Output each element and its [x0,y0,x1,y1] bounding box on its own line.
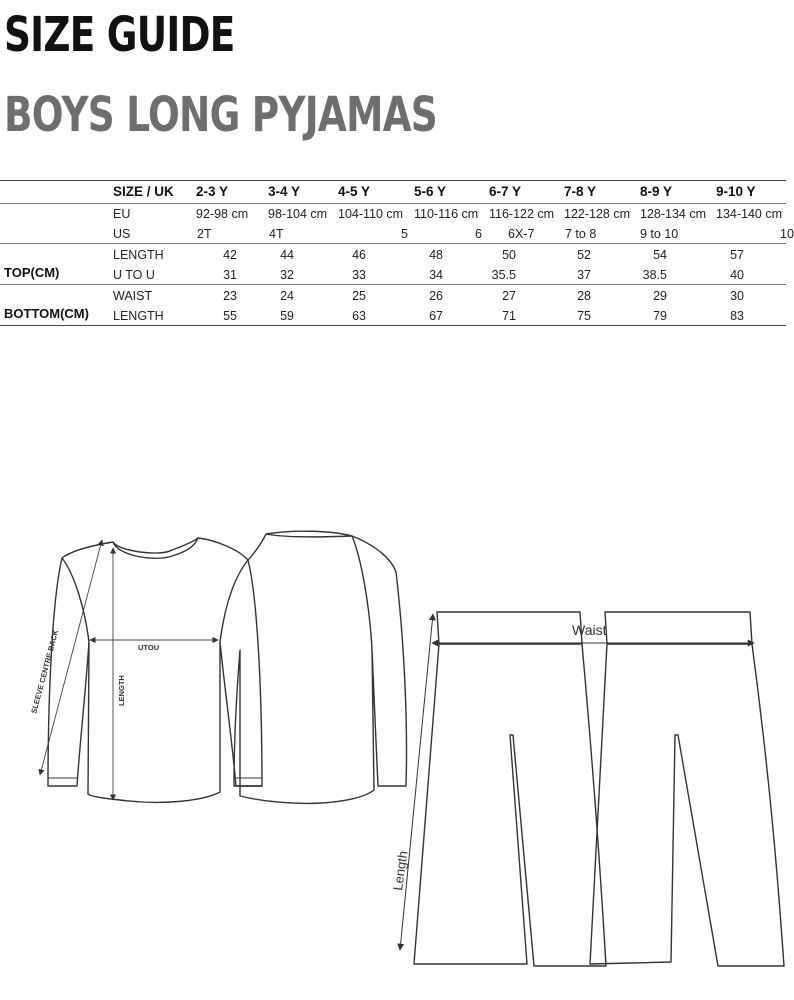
top-cell: 44 [280,248,294,262]
eu-cell: 122-128 cm [564,207,631,221]
bottom-cell: 25 [352,289,366,303]
eu-cell: 134-140 cm [716,207,783,221]
top-cell: 32 [280,268,294,282]
bottom-cell: 26 [429,289,443,303]
us-cell: 10 [780,227,794,241]
top-cell: 33 [352,268,366,282]
shirt-measure-lines [40,540,218,800]
size-column-header: 7-8 Y [564,184,597,199]
pants-measure-lines [400,614,754,950]
size-column-header: 4-5 Y [338,184,371,199]
bottom-cell: 27 [502,289,516,303]
bottom-row-label: WAIST [113,289,153,303]
bottom-cell: 59 [280,309,294,323]
size-uk-header: SIZE / UK [113,184,174,199]
bottom-row-label: LENGTH [113,309,164,323]
size-column-header: 8-9 Y [640,184,673,199]
us-cell: 4T [269,227,284,241]
us-cell: 2T [197,227,212,241]
size-column-header: 9-10 Y [716,184,756,199]
top-row-label: LENGTH [113,248,164,262]
us-cell: 5 [401,227,408,241]
size-column-header: 3-4 Y [268,184,301,199]
bottom-cell: 29 [653,289,667,303]
bottom-cell: 24 [280,289,294,303]
bottom-cell: 30 [730,289,744,303]
bottom-cell: 63 [352,309,366,323]
size-column-header: 5-6 Y [414,184,447,199]
top-cell: 50 [502,248,516,262]
top-cell: 46 [352,248,366,262]
us-cell: 6X-7 [508,227,535,241]
eu-cell: 92-98 cm [196,207,249,221]
size-column-header: 2-3 Y [196,184,229,199]
top-cell: 37 [577,268,591,282]
top-cell: 57 [730,248,744,262]
bottom-section-label: BOTTOM(CM) [4,306,89,321]
eu-row-label: EU [113,207,131,221]
top-cell: 42 [223,248,237,262]
shirt-length-label: LENGTH [117,675,126,706]
sleeve-label: SLEEVE CENTRE BACK [29,628,61,715]
top-row-label: U TO U [113,268,155,282]
page-title: SIZE GUIDE [4,7,235,63]
top-cell: 38.5 [642,268,667,282]
page-subtitle: BOYS LONG PYJAMAS [4,87,437,143]
top-section-label: TOP(CM) [4,265,60,280]
us-cell: 6 [475,227,482,241]
top-cell: 35.5 [491,268,516,282]
bottom-cell: 55 [223,309,237,323]
utou-label: UTOU [138,643,160,652]
bottom-cell: 75 [577,309,591,323]
bottom-cell: 71 [502,309,516,323]
top-cell: 52 [577,248,591,262]
size-column-header: 6-7 Y [489,184,522,199]
us-cell: 7 to 8 [565,227,597,241]
eu-cell: 116-122 cm [489,207,555,221]
top-cell: 40 [730,268,744,282]
top-cell: 31 [223,268,237,282]
top-cell: 34 [429,268,443,282]
eu-cell: 128-134 cm [640,207,707,221]
bottom-cell: 79 [653,309,667,323]
bottom-cell: 23 [223,289,237,303]
eu-cell: 110-116 cm [414,207,479,221]
bottom-cell: 67 [429,309,443,323]
top-cell: 54 [653,248,667,262]
eu-cell: 104-110 cm [338,207,404,221]
shirt-front-drawing [48,538,262,802]
bottom-cell: 83 [730,309,744,323]
bottom-cell: 28 [577,289,591,303]
pants-front-drawing [414,612,606,966]
us-row-label: US [113,227,131,241]
pants-back-drawing [590,612,784,966]
top-cell: 48 [429,248,443,262]
pants-length-label: Length [390,849,411,892]
us-cell: 9 to 10 [640,227,679,241]
eu-cell: 98-104 cm [268,207,328,221]
waist-label: Waist [572,622,607,638]
